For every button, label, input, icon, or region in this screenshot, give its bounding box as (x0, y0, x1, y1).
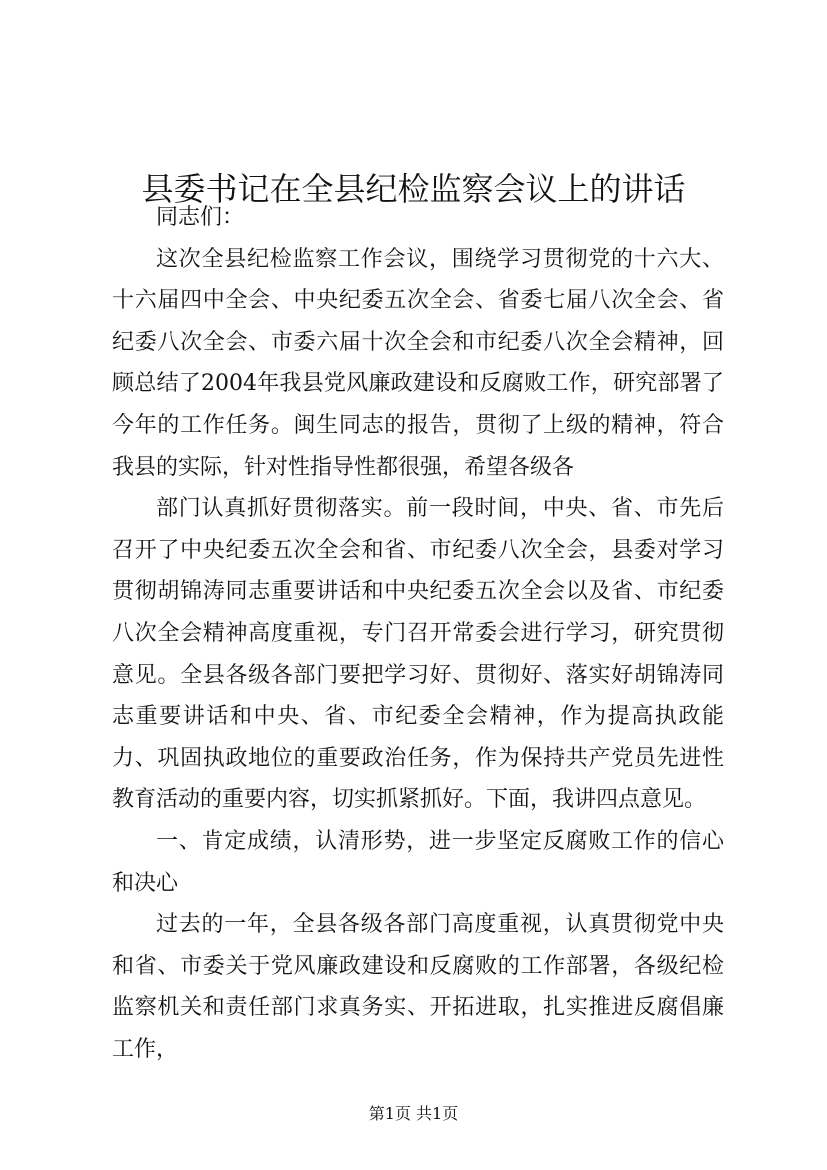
document-body (112, 197, 724, 1070)
salutation: 同志们： (156, 205, 245, 230)
document-title: 县委书记在全县纪检监察会议上的讲话 (141, 170, 686, 209)
section-heading-1: 一、肯定成绩，认清形势，进一步坚定反腐败工作的信心和决心 (112, 828, 724, 896)
page-footer: 第1页 共1页 (368, 1104, 459, 1123)
paragraph-1: 这次全县纪检监察工作会议，围绕学习贯彻党的十六大、十六届四中全会、中央纪委五次全会、省委七届八次全会、省纪委八次全会、市委六届十次全会和市纪委八次全会精神，回顾总结了2004年我县党风廉政建设和反腐败工作，研究部署了今年的工作任务。闽生同志的报告，贯彻了上级的精神，符合我县的实际，针对性指导性都很强，希望各级各 (112, 246, 724, 480)
paragraph-2: 部门认真抓好贯彻落实。前一段时间，中央、省、市先后召开了中央纪委五次全会和省、市纪委八次全会，县委对学习贯彻胡锦涛同志重要讲话和中央纪委五次全会以及省、市纪委八次全会精神高度重视，专门召开常委会进行学习，研究贯彻意见。全县各级各部门要把学习好、贯彻好、落实好胡锦涛同志重要讲话和中央、省、市纪委全会精神，作为提高执政能力、巩固执政地位的重要政治任务，作为保持共产党员先进性教育活动的重要内容，切实抓紧抓好。下面，我讲四点意见。 (112, 496, 724, 813)
paragraph-3: 过去的一年，全县各级各部门高度重视，认真贯彻党中央和省、市委关于党风廉政建设和反腐败的工作部署，各级纪检监察机关和责任部门求真务实、开拓进取，扎实推进反腐倡廉工作， (112, 912, 724, 1062)
